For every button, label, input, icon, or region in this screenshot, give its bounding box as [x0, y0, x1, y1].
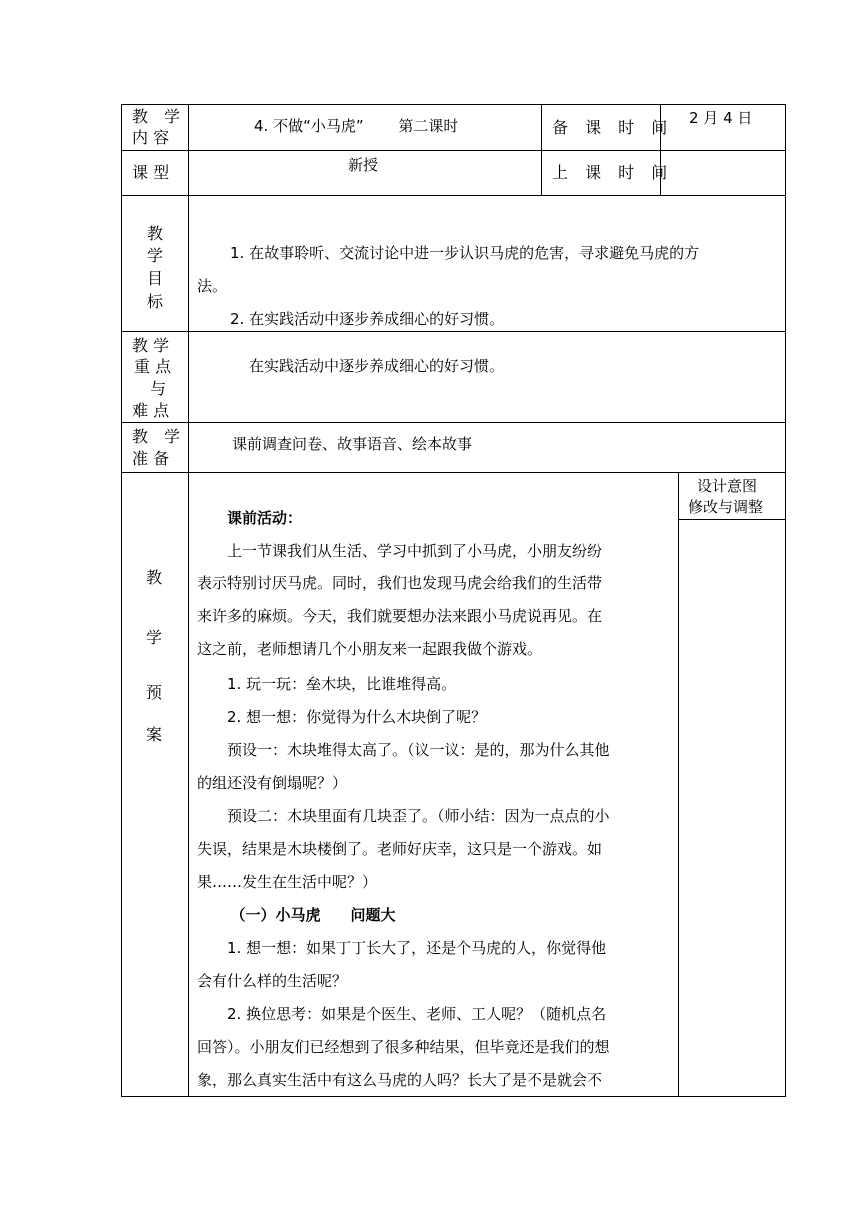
side-header-line1: 设计意图	[697, 477, 758, 495]
plan-label-1: 教	[145, 568, 162, 587]
content-label-line1: 教 学	[132, 107, 181, 126]
objective-1-continued: 法。	[197, 277, 228, 295]
plan-line: 2. 换位思考：如果是个医生、老师、工人呢？（随机点名	[197, 1005, 607, 1023]
key-points-label-line3: 与	[150, 379, 167, 398]
plan-label-2: 学	[145, 628, 162, 647]
plan-line: 来许多的麻烦。今天，我们就要想办法来跟小马虎说再见。在	[197, 607, 603, 625]
table-border-row1	[121, 150, 786, 151]
preparation-label-line1: 教 学	[132, 427, 181, 446]
plan-line: 失误，结果是木块楼倒了。老师好庆幸，这只是一个游戏。如	[197, 840, 603, 858]
plan-line: 象，那么真实生活中有这么马虎的人吗？长大了是不是就会不	[197, 1071, 603, 1089]
table-border-row3	[121, 331, 786, 332]
plan-line: 预设二：木块里面有几块歪了。（师小结：因为一点点的小	[197, 807, 610, 825]
key-points-label-line2: 重 点	[134, 357, 172, 376]
plan-line: 上一节课我们从生活、学习中抓到了小马虎，小朋友纷纷	[197, 542, 603, 560]
content-label-line2: 内 容	[132, 128, 170, 147]
preparation-label-line2: 准 备	[132, 449, 170, 468]
preparation-value: 课前调查问卷、故事语音、绘本故事	[232, 435, 473, 453]
table-border-row4	[121, 422, 786, 423]
plan-line: 课前活动：	[197, 509, 303, 527]
table-border-left	[121, 104, 122, 1097]
side-header-border	[678, 519, 786, 520]
table-border-row2	[121, 195, 786, 196]
table-border-right	[785, 104, 786, 1097]
plan-line: 果……发生在生活中呢？）	[197, 873, 378, 891]
objectives-label-2: 学	[146, 246, 163, 265]
table-border-header-mid	[541, 104, 542, 196]
table-border-side-col	[678, 472, 679, 1097]
class-time-label: 上 课 时 间	[552, 163, 674, 182]
key-points-label-line1: 教 学	[132, 336, 170, 355]
key-points-label-line4: 难 点	[132, 401, 170, 420]
type-label: 课 型	[132, 163, 170, 182]
content-value: 4. 不做“小马虎” 第二课时	[254, 117, 459, 135]
plan-line: 的组还没有倒塌呢？）	[197, 774, 348, 792]
plan-line: 1. 玩一玩：垒木块，比谁堆得高。	[197, 675, 457, 693]
objectives-label-4: 标	[146, 292, 163, 311]
table-border-top	[121, 104, 786, 105]
table-border-row5	[121, 472, 786, 473]
side-header-line2: 修改与调整	[688, 498, 764, 516]
plan-section-heading: （一）小马虎 问题大	[208, 906, 396, 924]
table-border-label-col	[188, 104, 189, 1097]
objectives-label-1: 教	[146, 224, 163, 243]
prep-time-label: 备 课 时 间	[552, 118, 674, 137]
plan-label-3: 预	[145, 683, 162, 702]
plan-line: 表示特别讨厌马虎。同时，我们也发现马虎会给我们的生活带	[197, 574, 603, 592]
plan-label-4: 案	[145, 725, 162, 744]
plan-line: 回答）。小朋友们已经想到了很多种结果，但毕竟还是我们的想	[197, 1038, 610, 1056]
key-points-value: 在实践活动中逐步养成细心的好习惯。	[249, 357, 505, 375]
objective-2: 2. 在实践活动中逐步养成细心的好习惯。	[230, 310, 505, 328]
plan-line: 会有什么样的生活呢？	[197, 972, 348, 990]
table-border-bottom	[121, 1096, 786, 1097]
prep-time-value: 2 月 4 日	[689, 109, 753, 127]
type-value: 新授	[348, 156, 379, 174]
objective-1: 1. 在故事聆听、交流讨论中进一步认识马虎的危害，寻求避免马虎的方	[230, 244, 700, 262]
plan-line: 2. 想一想：你觉得为什么木块倒了呢？	[197, 708, 487, 726]
objectives-label-3: 目	[146, 269, 163, 288]
plan-line: 1. 想一想：如果丁丁长大了，还是个马虎的人，你觉得他	[197, 939, 607, 957]
plan-line: 这之前，老师想请几个小朋友来一起跟我做个游戏。	[197, 640, 543, 658]
plan-line: 预设一：木块堆得太高了。（议一议：是的，那为什么其他	[197, 741, 610, 759]
